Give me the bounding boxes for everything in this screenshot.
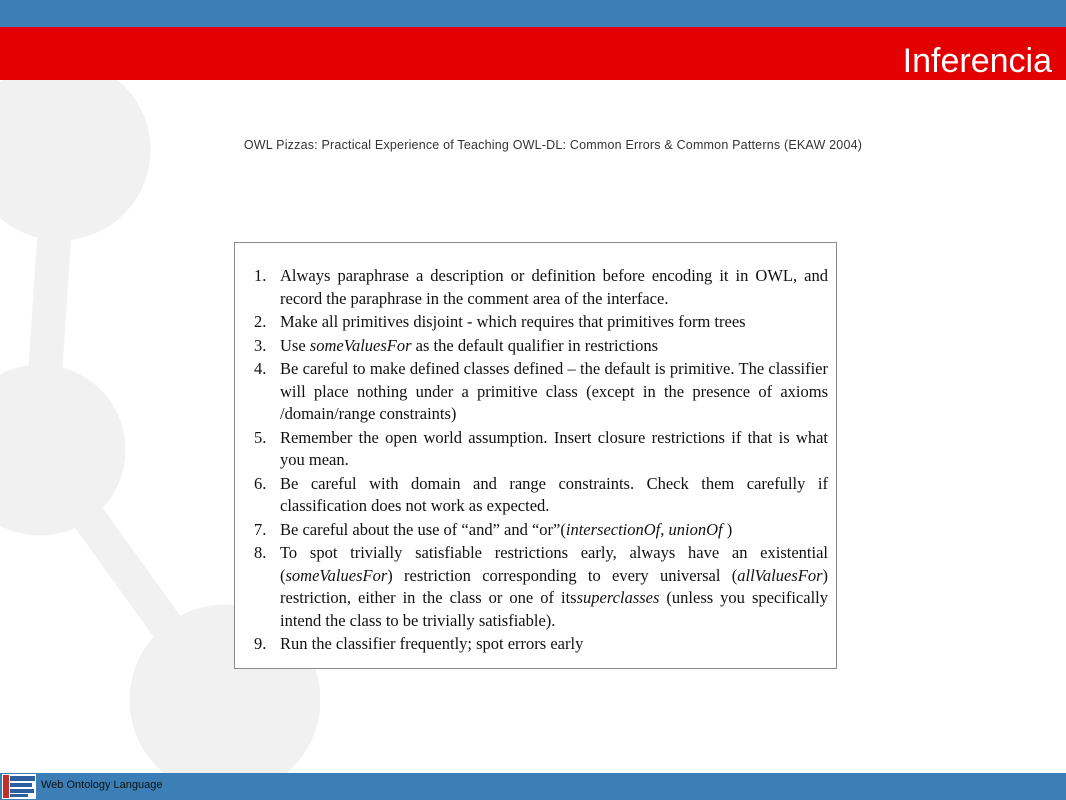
rule-item [251, 542, 828, 632]
ontology-engineering-group-logo [2, 774, 36, 799]
rule-text: Run the classifier frequently; spot errors early [280, 634, 584, 653]
rule-number: 1. [254, 266, 267, 285]
rule-text: Make all primitives disjoint - which requires that primitives form trees [280, 312, 746, 331]
top-bar [0, 0, 1066, 27]
rule-text: Always paraphrase a description or definition before encoding it in OWL, and record the paraphrase in the comment area of the interface. [280, 266, 828, 308]
rule-item [251, 473, 828, 518]
rule-item [251, 358, 828, 426]
citation-text: OWL Pizzas: Practical Experience of Teaching OWL-DL: Common Errors & Common Patterns (EKAW 2004) [243, 138, 863, 152]
rule-number: 4. [254, 359, 267, 378]
rule-number: 6. [254, 473, 267, 493]
rule-number: 3. [254, 335, 267, 355]
rule-item [251, 427, 828, 472]
rule-item [251, 265, 828, 310]
rule-text: Remember the open world assumption. Insert closure restrictions if that is what you mean. [280, 427, 828, 469]
slide-title: Inferencia [902, 42, 1052, 80]
rule-text: To spot trivially satisfiable restrictions early, always have an existential (someValuesFor) restriction corresponding to every universal (allValuesFor) restriction, either in the class or one of itssuperclasses (unless you specifically intend the class to be trivially satisfiable). [280, 543, 828, 630]
rules-box [234, 242, 837, 669]
rule-text: Use someValuesFor as the default qualifier in restrictions [280, 335, 659, 355]
rule-item [251, 633, 828, 656]
rule-number: 8. [254, 543, 267, 562]
rule-text: Be careful about the use of “and” and “or”(intersectionOf, unionOf ) [280, 519, 733, 539]
rule-number: 7. [254, 519, 267, 539]
rule-number: 2. [254, 312, 267, 331]
title-bar [0, 27, 1066, 80]
rule-item [251, 519, 828, 542]
rule-item [251, 335, 828, 358]
footer-text: Web Ontology Language [41, 779, 163, 791]
rule-text: Be careful to make defined classes defined – the default is primitive. The classifier will place nothing under a primitive class (except in the presence of axioms /domain/range constraints) [280, 359, 828, 423]
rule-item [251, 311, 828, 334]
rule-number: 5. [254, 427, 267, 447]
rules-list [251, 265, 828, 656]
rule-text: Be careful with domain and range constraints. Check them carefully if classification does not work as expected. [280, 473, 828, 515]
rule-number: 9. [254, 634, 267, 653]
